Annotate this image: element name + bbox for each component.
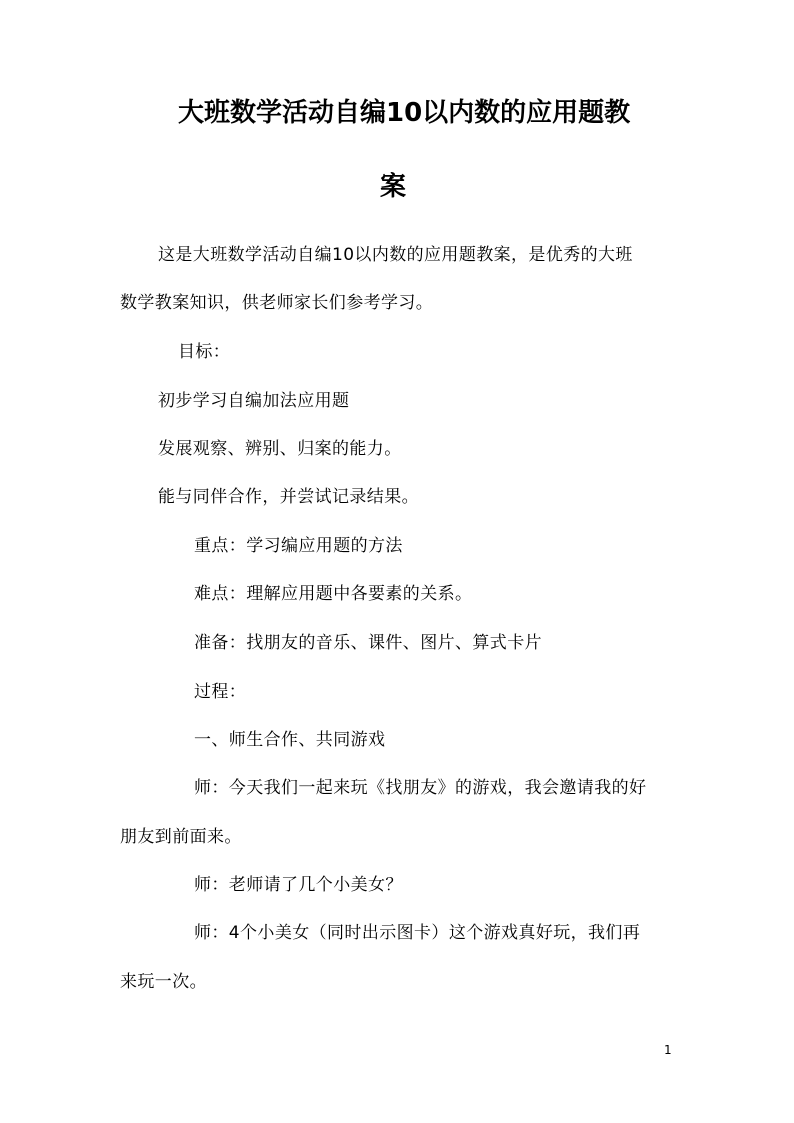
key-point: 重点：学习编应用题的方法 [194,536,403,556]
teacher-line-1a: 师：今天我们一起来玩《找朋友》的游戏，我会邀请我的好 [194,778,647,798]
difficulty-point: 难点：理解应用题中各要素的关系。 [194,584,473,604]
teacher-line-2: 师：老师请了几个小美女？ [194,875,403,895]
intro-line-2: 数学教案知识，供老师家长们参考学习。 [120,293,434,313]
document-title-line-1: 大班数学活动自编10以内数的应用题教 [178,98,631,128]
document-title-line-2: 案 [380,172,407,202]
teacher-line-1b: 朋友到前面来。 [120,827,242,847]
teacher-line-3a: 师：4个小美女（同时出示图卡）这个游戏真好玩，我们再 [194,923,641,943]
page-number: 1 [664,1043,672,1057]
goal-item-3: 能与同伴合作，并尝试记录结果。 [158,487,419,507]
section-heading-1: 一、师生合作、共同游戏 [194,730,386,750]
goals-heading: 目标： [178,342,231,362]
process-heading: 过程： [194,682,247,702]
preparation: 准备：找朋友的音乐、课件、图片、算式卡片 [194,633,542,653]
intro-line-1: 这是大班数学活动自编10以内数的应用题教案，是优秀的大班 [158,245,633,265]
teacher-line-3b: 来玩一次。 [120,972,207,992]
goal-item-2: 发展观察、辨别、归案的能力。 [158,439,402,459]
goal-item-1: 初步学习自编加法应用题 [158,391,350,411]
